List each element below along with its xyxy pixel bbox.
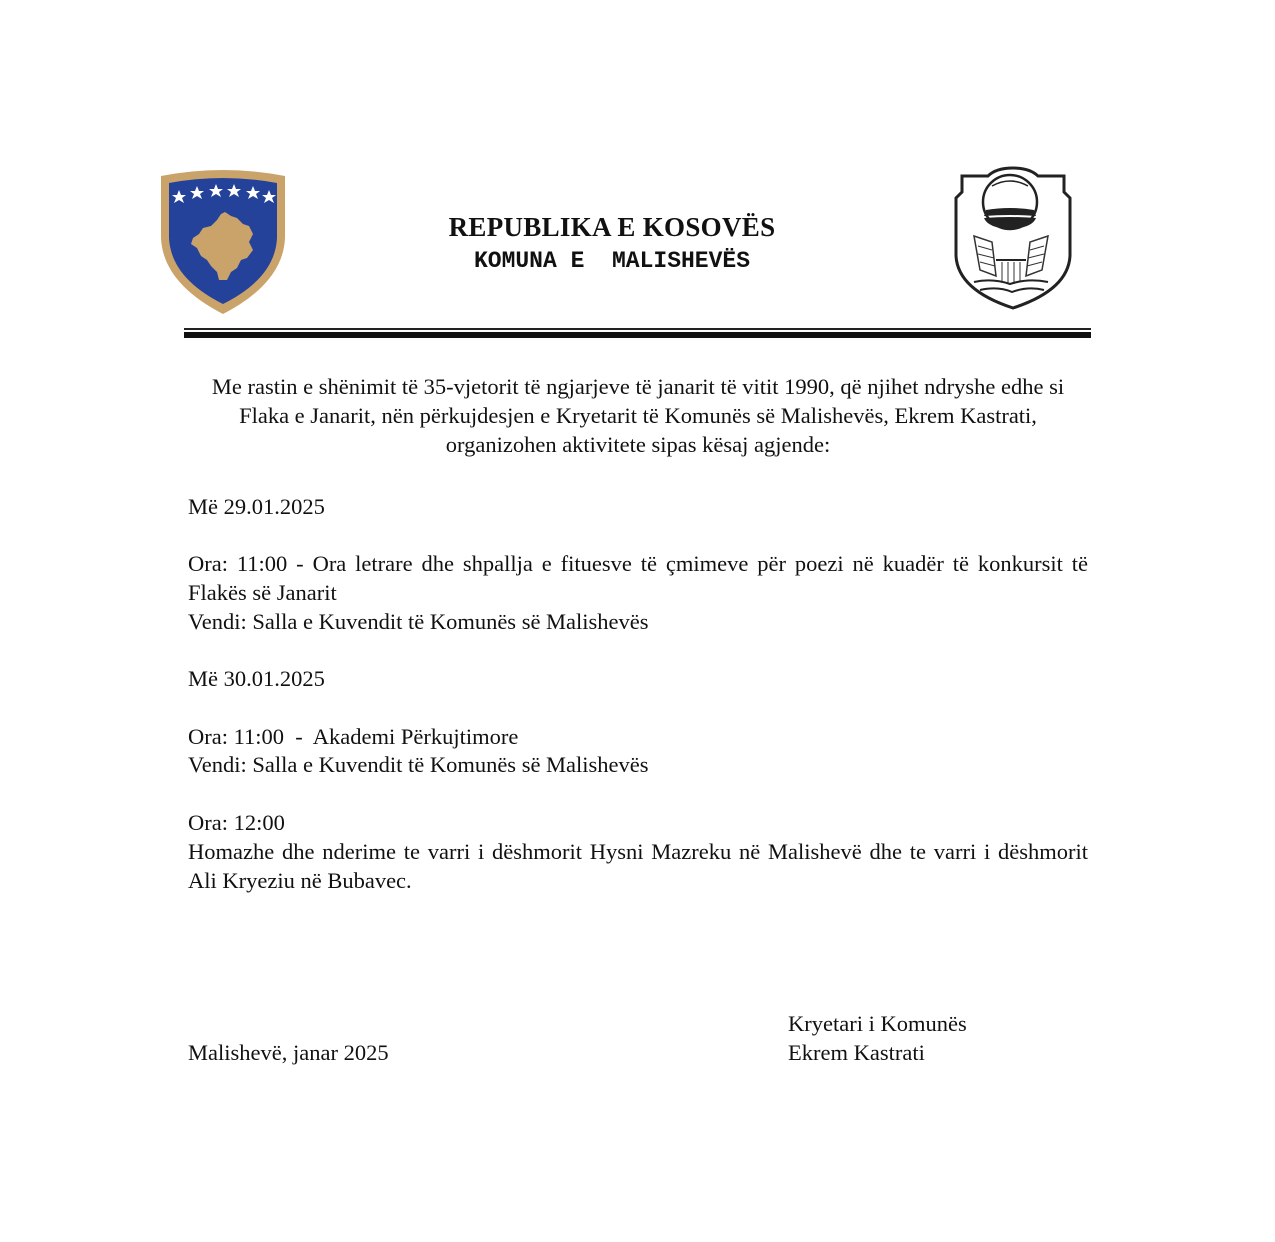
day2-event1-venue: Vendi: Salla e Kuvendit të Komunës së Malishevës bbox=[188, 752, 649, 777]
signatory-title: Kryetari i Komunës bbox=[788, 1011, 967, 1036]
malisheva-emblem-icon bbox=[952, 166, 1074, 312]
header-rule-thick bbox=[184, 332, 1091, 338]
day1-event1-venue: Vendi: Salla e Kuvendit të Komunës së Malishevës bbox=[188, 609, 649, 634]
header-title: REPUBLIKA E KOSOVËS bbox=[448, 212, 776, 242]
day2-event1-description: Ora: 11:00 - Akademi Përkujtimore bbox=[188, 724, 519, 749]
day1-date: Më 29.01.2025 bbox=[188, 494, 325, 519]
signatory-name: Ekrem Kastrati bbox=[788, 1040, 925, 1065]
header-subtitle: KOMUNA E MALISHEVËS bbox=[473, 248, 751, 274]
header-rule-thin bbox=[184, 328, 1091, 330]
day2-event2-description: Homazhe dhe nderime te varri i dëshmorit Hysni Mazreku në Malishevë dhe te varri i dëshmorit Ali Kryeziu në Bubavec. bbox=[188, 839, 1088, 893]
day2-date: Më 30.01.2025 bbox=[188, 666, 325, 691]
intro-paragraph: Me rastin e shënimit të 35-vjetorit të ngjarjeve të janarit të vitit 1990, që njihet ndryshe edhe si Flaka e Janarit, nën përkujdesjen e Kryetarit të Komunës së Malishevës, Ekrem Kastrati, organizohen aktivitete sipas kësaj agjende: bbox=[211, 374, 1065, 457]
kosovo-coat-of-arms-icon bbox=[157, 168, 289, 316]
day2-event2-time: Ora: 12:00 bbox=[188, 810, 285, 835]
day1-event1-description: Ora: 11:00 - Ora letrare dhe shpallja e fituesve të çmimeve për poezi në kuadër të konkursit të Flakës së Janarit bbox=[188, 551, 1088, 605]
place-date: Malishevë, janar 2025 bbox=[188, 1040, 389, 1065]
